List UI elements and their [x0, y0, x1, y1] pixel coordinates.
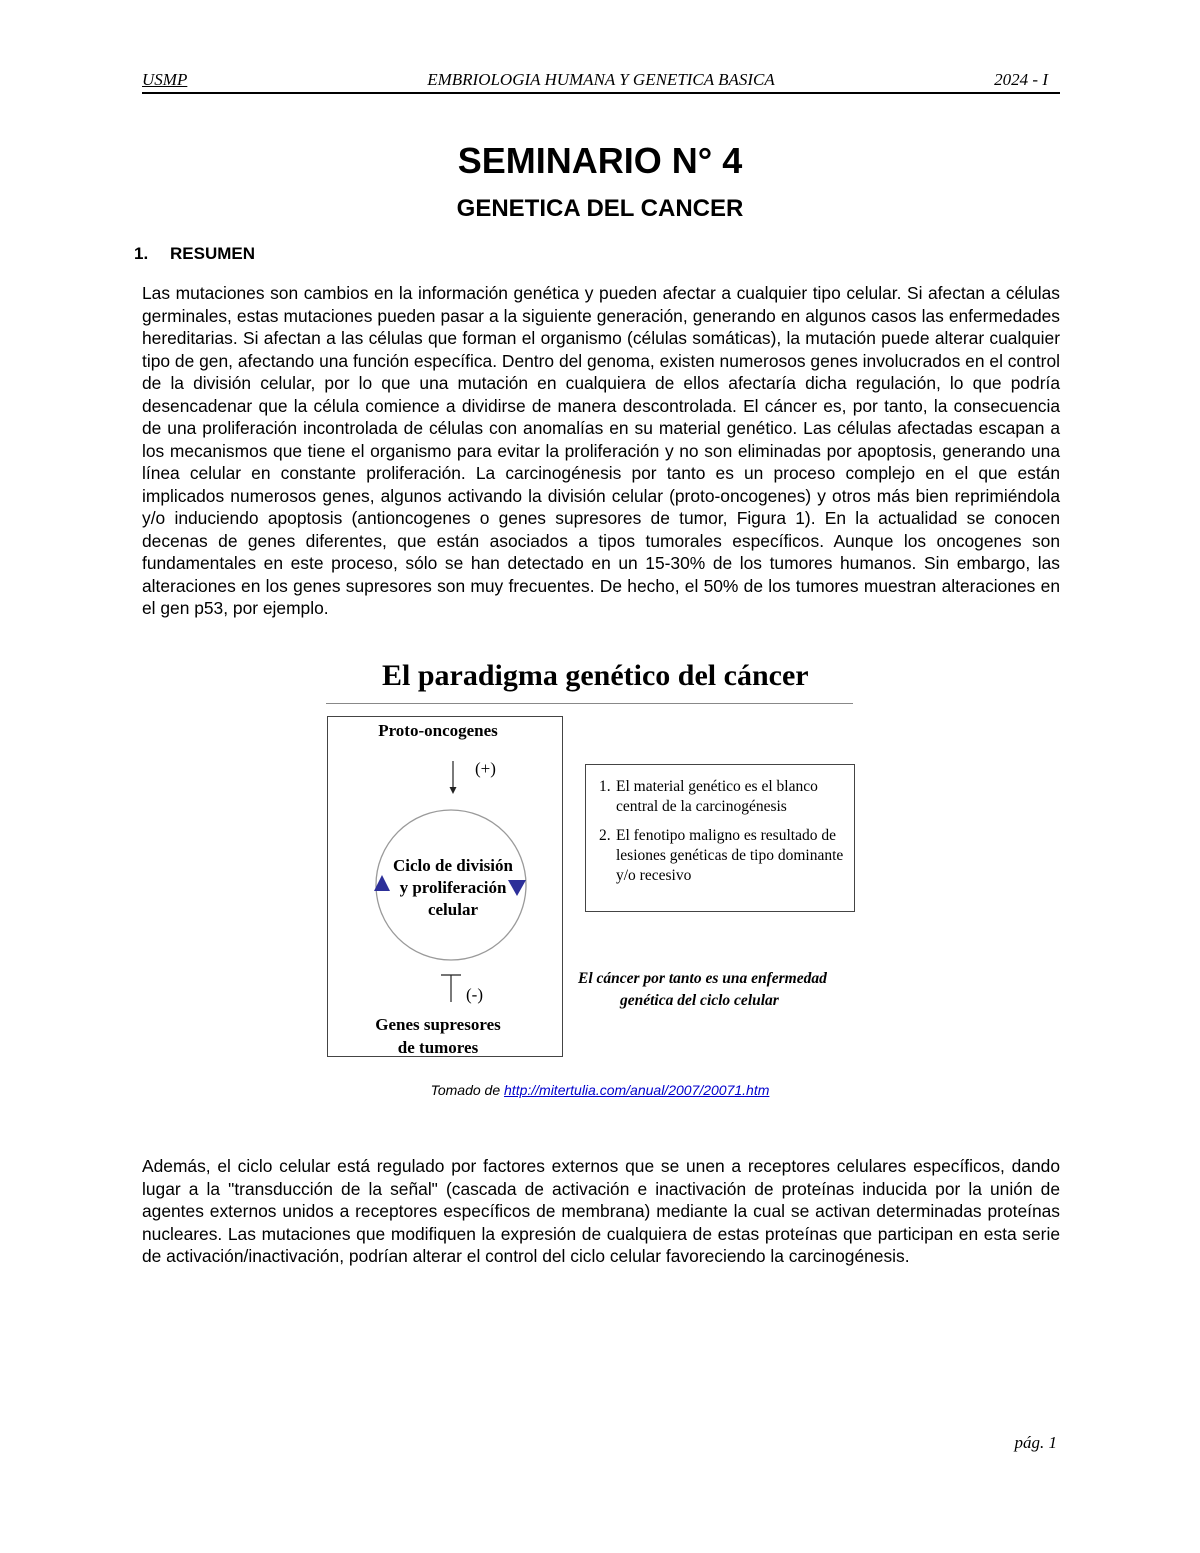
- header-term: 2024 - I: [994, 70, 1048, 89]
- conclusion-line: genética del ciclo celular: [620, 992, 779, 1009]
- header-institution: USMP: [142, 70, 188, 89]
- section-heading: [134, 244, 255, 264]
- section-title: RESUMEN: [170, 244, 256, 263]
- suppressor-label-line: Genes supresores: [375, 1015, 501, 1034]
- suppressor-label-line: de tumores: [397, 1038, 479, 1057]
- page-number: pág. 1: [1014, 1433, 1057, 1452]
- source-link[interactable]: http://mitertulia.com/anual/2007/20071.htm: [504, 1082, 770, 1098]
- header-course: EMBRIOLOGIA HUMANA Y GENETICA BASICA: [427, 70, 775, 89]
- activation-arrowhead-icon: [450, 787, 457, 794]
- figure-conclusion: [578, 968, 827, 1012]
- key-point: [599, 826, 844, 886]
- inhibition-sign: (-): [466, 985, 483, 1004]
- conclusion-line: El cáncer por tanto es una enfermedad: [578, 970, 827, 987]
- tumor-suppressor-label: [320, 1013, 556, 1059]
- signal-transduction-paragraph: Además, el ciclo celular está regulado por factores externos que se unen a receptores celulares específicos, dando lugar a la "transducción de la señal" (cascada de activación e inactivación de proteínas inducida por la unión de agentes externos unidos a receptores específicos de membrana) mediante la cual se activan determinadas proteínas nucleares. Las mutaciones que modifiquen la expresión de cualquiera de estas proteínas que participan en esta serie de activación/inactivación, podrían alterar el control del ciclo celular favoreciendo la carcinogénesis.: [142, 1156, 1060, 1266]
- summary-paragraph: Las mutaciones son cambios en la información genética y pueden afectar a cualquier tipo celular. Si afectan a células germinales, estas mutaciones pueden pasar a la siguiente generación, generando en algunos casos las enfermedades hereditarias. Si afectan a las células que forman el organismo (células somáticas), la mutación puede alterar cualquier tipo de gen, afectando una función específica. Dentro del genoma, existen numerosos genes involucrados en el control de la división celular, por lo que una mutación en cualquiera de ellos afectaría dicha regulación, lo que podría desencadenar que la célula comience a dividirse de manera descontrolada. El cáncer es, por tanto, la consecuencia de una proliferación incontrolada de células con anomalías en su material genético. Las células afectadas escapan a los mecanismos que tiene el organismo para evitar la proliferación y no son eliminadas por apoptosis, generando una línea celular en constante proliferación. La carcinogénesis por tanto es un proceso complejo en el que están implicados numerosos genes, algunos activando la división celular (proto-oncogenes) y otros más bien reprimiéndola y/o induciendo apoptosis (antioncogenes o genes supresores de tumor, Figura 1). En la actualidad se conocen decenas de genes diferentes, que están asociados a tipos tumorales específicos. Aunque los oncogenes son fundamentales en este proceso, sólo se han detectado en un 15-30% de los tumores humanos. Sin embargo, las alteraciones en los genes supresores son muy frecuentes. De hecho, el 50% de los tumores muestran alteraciones en el gen p53, por ejemplo.: [142, 283, 1060, 618]
- activation-sign: (+): [475, 759, 496, 778]
- page-header: [142, 70, 1060, 94]
- caption-prefix: Tomado de: [430, 1082, 505, 1098]
- key-points-box: [585, 764, 855, 912]
- cycle-label-line: celular: [427, 900, 479, 919]
- figure-cancer-paradigm: [320, 655, 880, 1070]
- key-point: [599, 777, 844, 817]
- document-title: SEMINARIO N° 4: [457, 140, 743, 181]
- figure-caption: [0, 1082, 1200, 1098]
- section-number: 1.: [134, 244, 149, 263]
- cycle-label-line: y proliferación: [399, 878, 507, 897]
- cell-cycle-label: [360, 855, 546, 921]
- key-point-text: El material genético es el blanco central de la carcinogénesis: [616, 778, 818, 815]
- proto-oncogenes-label: Proto-oncogenes: [378, 721, 498, 740]
- figure-title: El paradigma genético del cáncer: [382, 659, 809, 692]
- key-point-text: El fenotipo maligno es resultado de lesiones genéticas de tipo dominante y/o recesivo: [616, 827, 844, 884]
- document-subtitle: GENETICA DEL CANCER: [456, 195, 744, 222]
- cycle-label-line: Ciclo de división: [393, 856, 513, 875]
- key-point-number: 2.: [599, 827, 611, 844]
- key-point-number: 1.: [599, 778, 611, 795]
